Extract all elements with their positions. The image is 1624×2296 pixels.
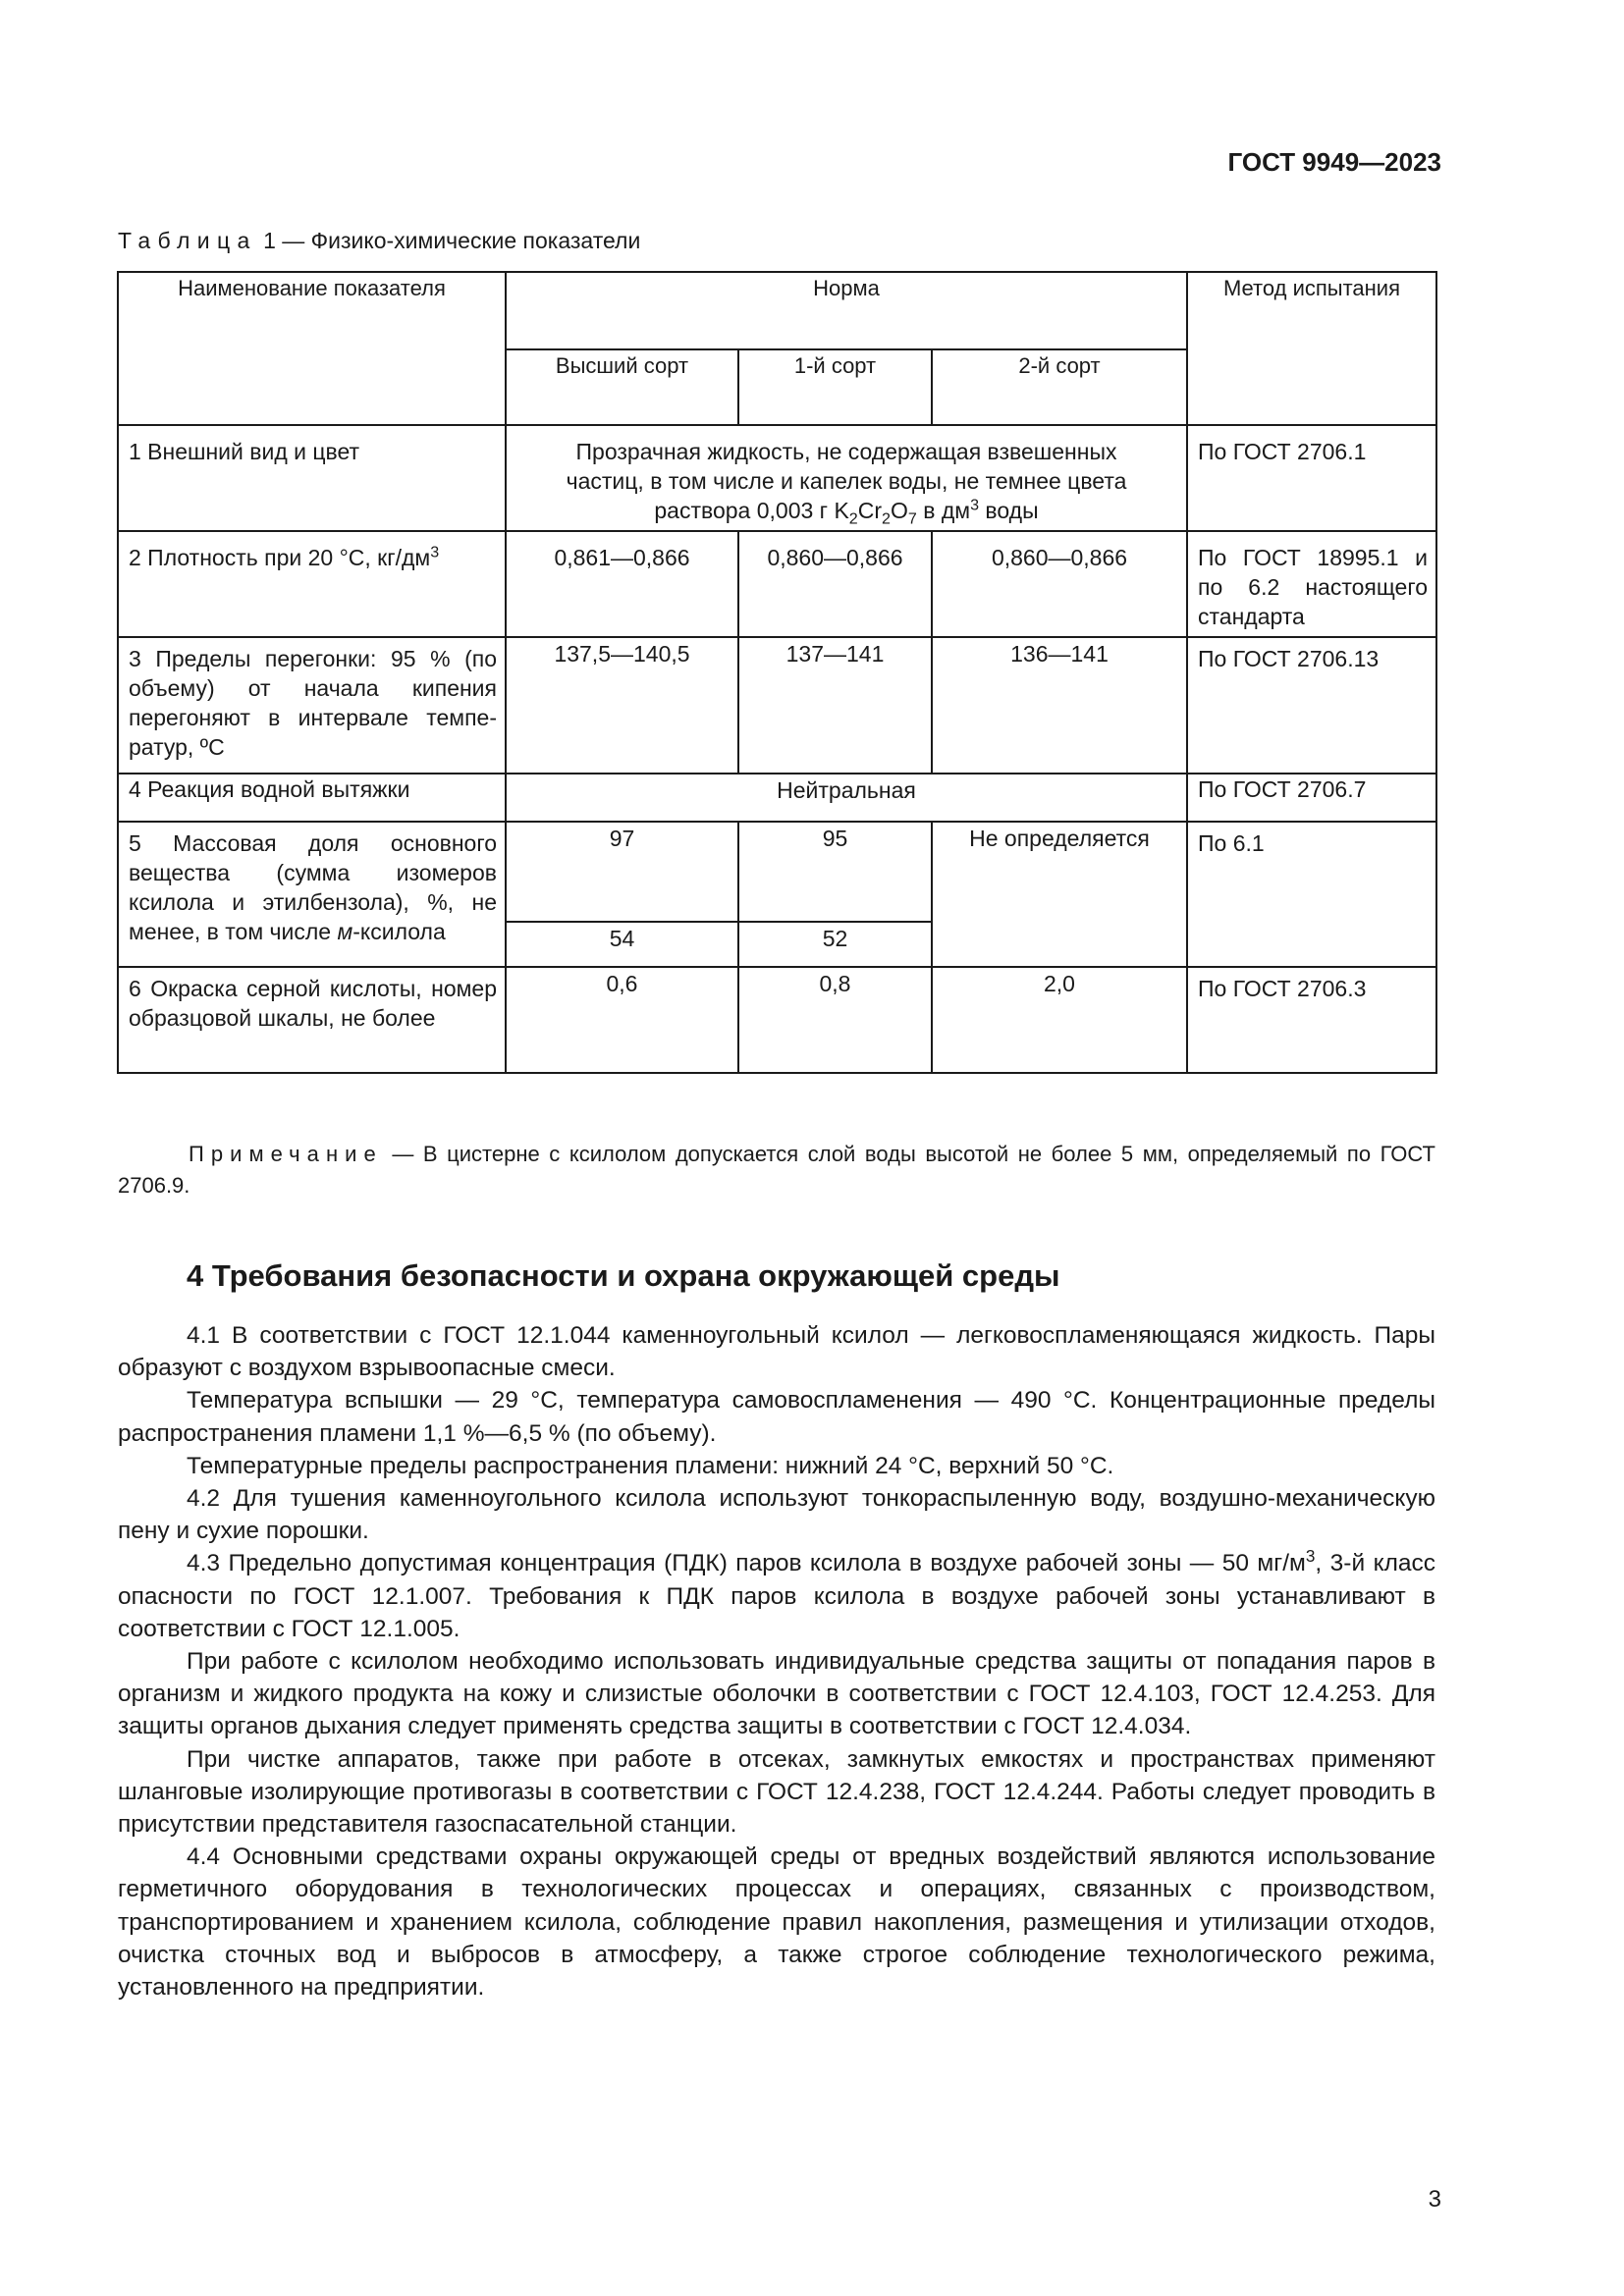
table-row xyxy=(118,774,1436,822)
table-caption-label: Таблица xyxy=(118,228,257,253)
paragraph: При работе с ксилолом необходимо использовать индивидуальные средства защиты от попадания паров в организм и жидкого продукта на кожу и слизистые оболочки в соответствии с ГОСТ 12.4.103, ГОСТ 12.4.253. Для защиты органов дыхания следует применять средства защиты в соответствии с ГОСТ 12.4.034. xyxy=(118,1648,1435,1740)
table-row xyxy=(118,967,1436,1073)
row-value-grade-2: 136—141 xyxy=(932,637,1187,774)
row-value-reaction: Нейтральная xyxy=(506,774,1187,822)
row-value-appearance xyxy=(506,425,1187,531)
row-value-grade-1: 95 xyxy=(738,822,932,922)
row-value-grade-2: 0,860—0,866 xyxy=(932,531,1187,637)
properties-table xyxy=(117,271,1437,1074)
table-row xyxy=(118,425,1436,531)
row-value-top: 0,6 xyxy=(506,967,738,1073)
paragraph: При чистке аппаратов, также при работе в отсеках, замкнутых емкостях и пространствах применяют шланговые изолирующие противогазы в соответствии с ГОСТ 12.4.238, ГОСТ 12.4.244. Работы следует проводить в присутствии представителя газоспасательной станции. xyxy=(118,1745,1435,1839)
document-standard-id: ГОСТ 9949—2023 xyxy=(1227,147,1441,177)
row-name: 3 Пределы перегонки: 95 % (по объему) от начала кипения перегоняют в интервале температур, ºС xyxy=(118,637,506,774)
table-caption xyxy=(118,228,640,254)
paragraph: Температурные пределы распространения пламени: нижний 24 °С, верхний 50 °С. xyxy=(187,1452,1114,1479)
row-name: 5 Массовая доля основного вещества (сумма изомеров ксилола и этилбензола), %, не менее, в том числе м-ксилола xyxy=(118,822,506,967)
row-method: По ГОСТ 2706.3 xyxy=(1187,967,1436,1073)
row-value-top-mxylene: 54 xyxy=(506,922,738,967)
note-label: Примечание xyxy=(189,1142,383,1166)
section-title: 4 Требования безопасности и охрана окружающей среды xyxy=(187,1258,1060,1293)
section-body xyxy=(118,1319,1435,2003)
row-value-top: 97 xyxy=(506,822,738,922)
row-value-grade-1-mxylene: 52 xyxy=(738,922,932,967)
appearance-line-1: Прозрачная жидкость, не содержащая взвешенных xyxy=(575,439,1117,464)
row-value-grade-2: 2,0 xyxy=(932,967,1187,1073)
column-header-norm: Норма xyxy=(506,272,1187,349)
row-name: 1 Внешний вид и цвет xyxy=(118,425,506,531)
table-caption-text: 1 — Физико-химические показатели xyxy=(263,228,641,253)
row-value-grade-1: 137—141 xyxy=(738,637,932,774)
appearance-line-3: раствора 0,003 г $K_2Cr_2O_7$ в $дм^3$ воды xyxy=(654,496,1039,528)
paragraph: Температура вспышки — 29 °С, температура самовоспламенения — 490 °С. Концентрационные пределы распространения пламени 1,1 %—6,5 % (по объему). xyxy=(118,1387,1435,1447)
appearance-line-2: частиц, в том числе и капелек воды, не темнее цвета xyxy=(566,468,1127,494)
row-value-grade-2: Не определяется xyxy=(932,822,1187,967)
row-name: 2 Плотность при 20 °С, $кг/дм^3$ xyxy=(118,531,506,637)
row-method: По ГОСТ 18995.1 и по 6.2 настоящего стандарта xyxy=(1187,531,1436,637)
paragraph: 4.3 Предельно допустимая концентрация (ПДК) паров ксилола в воздухе рабочей зоны — 50 $мг/м^3$, 3-й класс опасности по ГОСТ 12.1.007. Требования к ПДК паров ксилола в воздухе рабочей зоны устанавливают в соответствии с ГОСТ 12.1.005. xyxy=(118,1546,1435,1642)
row-method: По ГОСТ 2706.13 xyxy=(1187,637,1436,774)
column-header-grade-2: 2-й сорт xyxy=(932,349,1187,425)
page-number: 3 xyxy=(1428,2186,1441,2213)
row-method: По ГОСТ 2706.7 xyxy=(1187,774,1436,822)
table-row xyxy=(118,822,1436,922)
note-text: — В цистерне с ксилолом допускается слой воды высотой не более 5 мм, определяемый по ГОСТ 2706.9. xyxy=(118,1142,1435,1198)
column-header-grade-1: 1-й сорт xyxy=(738,349,932,425)
row-value-grade-1: 0,8 xyxy=(738,967,932,1073)
row-value-top: 137,5—140,5 xyxy=(506,637,738,774)
column-header-name: Наименование показателя xyxy=(118,272,506,425)
row-method: По ГОСТ 2706.1 xyxy=(1187,425,1436,531)
row-method: По 6.1 xyxy=(1187,822,1436,967)
column-header-method: Метод испытания xyxy=(1187,272,1436,425)
table-row xyxy=(118,637,1436,774)
row-name: 6 Окраска серной кислоты, номер образцовой шкалы, не более xyxy=(118,967,506,1073)
row-value-grade-1: 0,860—0,866 xyxy=(738,531,932,637)
column-header-grade-top: Высший сорт xyxy=(506,349,738,425)
paragraph: 4.1 В соответствии с ГОСТ 12.1.044 каменноугольный ксилол — легковоспламеняющаяся жидкость. Пары образуют с воздухом взрывоопасные смеси. xyxy=(118,1322,1435,1382)
paragraph: 4.2 Для тушения каменноугольного ксилола используют тонкораспыленную воду, воздушно-механическую пену и сухие порошки. xyxy=(118,1485,1435,1545)
row-value-top: 0,861—0,866 xyxy=(506,531,738,637)
paragraph: 4.4 Основными средствами охраны окружающей среды от вредных воздействий являются использование герметичного оборудования в технологических процессах и операциях, связанных с производством, транспортированием и хранением ксилола, соблюдение правил накопления, размещения и утилизации отходов, очистка сточных вод и выбросов в атмосферу, а также строгое соблюдение технологического режима, установленного на предприятии. xyxy=(118,1843,1435,2002)
row-name: 4 Реакция водной вытяжки xyxy=(118,774,506,822)
table-note xyxy=(118,1139,1435,1201)
table-row xyxy=(118,531,1436,637)
